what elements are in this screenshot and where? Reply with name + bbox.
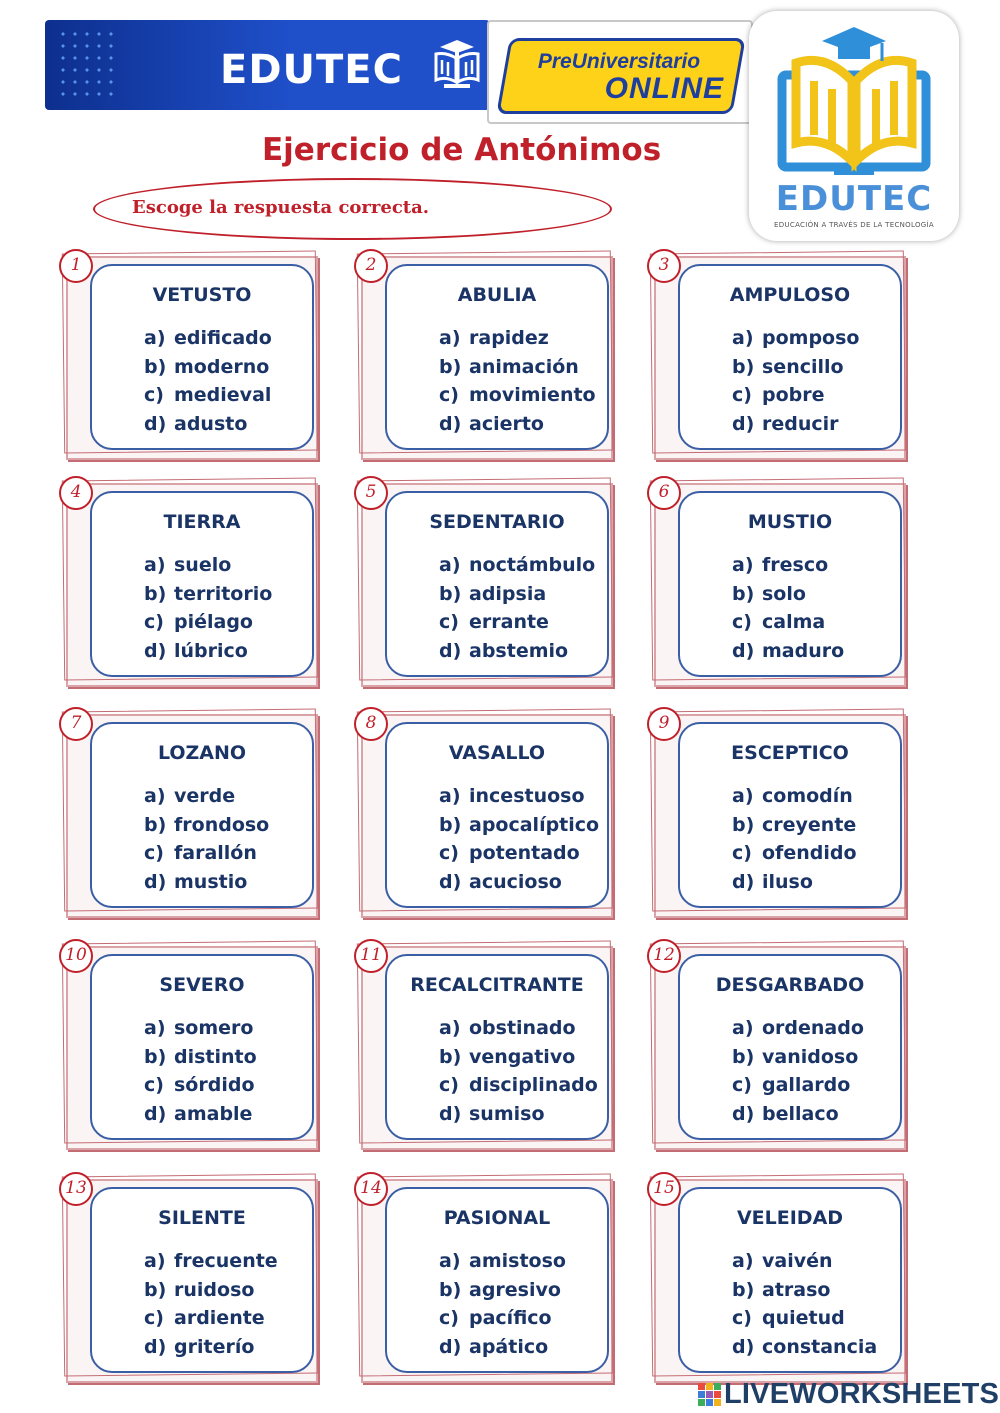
option-text: obstinado — [469, 1017, 576, 1039]
option-letter: c) — [732, 1074, 752, 1096]
card-body — [678, 491, 902, 677]
options-list — [439, 782, 599, 896]
question-number-badge: 9 — [647, 707, 681, 741]
question-card — [650, 1173, 905, 1381]
answer-option[interactable] — [439, 811, 599, 840]
option-text: apático — [469, 1335, 549, 1358]
option-text: edificado — [174, 327, 272, 349]
option-text: medieval — [174, 384, 272, 406]
option-letter: d) — [144, 1335, 167, 1358]
answer-option[interactable] — [144, 1333, 278, 1362]
option-text: somero — [174, 1017, 254, 1039]
option-text: frecuente — [174, 1250, 278, 1272]
option-letter: b) — [732, 582, 755, 605]
answer-option[interactable] — [144, 868, 269, 897]
answer-option[interactable] — [732, 353, 859, 382]
card-body — [90, 954, 314, 1140]
option-letter: a) — [732, 785, 754, 807]
option-text: ardiente — [174, 1307, 265, 1329]
option-letter: a) — [732, 327, 754, 349]
answer-option[interactable] — [439, 381, 596, 410]
card-body — [90, 491, 314, 677]
option-text: sórdido — [174, 1074, 255, 1096]
option-letter: a) — [144, 554, 166, 576]
answer-option[interactable] — [439, 1071, 598, 1100]
options-list — [439, 1014, 598, 1128]
option-letter: b) — [439, 355, 462, 378]
answer-option[interactable] — [144, 410, 272, 439]
answer-option[interactable] — [732, 1043, 864, 1072]
option-text: errante — [469, 611, 549, 633]
option-text: distinto — [174, 1045, 257, 1068]
option-letter: d) — [732, 639, 755, 662]
option-text: pomposo — [762, 327, 860, 349]
answer-option[interactable] — [732, 381, 859, 410]
option-text: ruidoso — [174, 1278, 255, 1301]
option-text: piélago — [174, 611, 253, 633]
option-letter: c) — [439, 1307, 459, 1329]
brand-name: EDUTEC — [220, 47, 403, 93]
card-body — [678, 722, 902, 908]
option-text: disciplinado — [469, 1074, 598, 1096]
answer-option[interactable] — [732, 410, 859, 439]
question-word: RECALCITRANTE — [410, 974, 584, 996]
answer-option[interactable] — [732, 1276, 877, 1305]
option-text: mustio — [174, 870, 248, 893]
question-number-badge: 13 — [59, 1172, 93, 1206]
options-list — [439, 324, 596, 438]
answer-option[interactable] — [732, 811, 857, 840]
question-number-badge: 2 — [354, 249, 388, 283]
option-letter: d) — [732, 1335, 755, 1358]
answer-option[interactable] — [439, 1276, 566, 1305]
options-list — [732, 1014, 864, 1128]
options-list — [732, 324, 859, 438]
option-text: pacífico — [469, 1307, 552, 1329]
option-text: adusto — [174, 412, 248, 435]
answer-option[interactable] — [439, 637, 595, 666]
option-text: maduro — [762, 639, 845, 662]
option-letter: a) — [144, 1017, 166, 1039]
card-body — [90, 722, 314, 908]
answer-option[interactable] — [732, 1333, 877, 1362]
option-letter: c) — [732, 611, 752, 633]
answer-option[interactable] — [144, 608, 272, 637]
option-letter: d) — [144, 639, 167, 662]
option-letter: d) — [732, 870, 755, 893]
card-body — [678, 264, 902, 450]
option-letter: b) — [732, 1045, 755, 1068]
question-word: LOZANO — [157, 742, 247, 764]
option-letter: b) — [439, 582, 462, 605]
question-card — [650, 708, 905, 916]
option-letter: b) — [144, 1278, 167, 1301]
answer-option[interactable] — [439, 410, 596, 439]
option-letter: d) — [144, 870, 167, 893]
option-text: gallardo — [762, 1074, 851, 1096]
option-letter: d) — [439, 639, 462, 662]
question-number-badge: 8 — [354, 707, 388, 741]
option-letter: c) — [144, 842, 164, 864]
option-letter: a) — [144, 785, 166, 807]
question-word: DESGARBADO — [715, 974, 865, 996]
options-list — [144, 1014, 257, 1128]
option-letter: d) — [732, 412, 755, 435]
answer-option[interactable] — [732, 324, 859, 353]
answer-option[interactable] — [732, 868, 857, 897]
answer-option[interactable] — [439, 580, 595, 609]
question-number-badge: 1 — [59, 249, 93, 283]
option-letter: d) — [732, 1102, 755, 1125]
options-list — [732, 1247, 877, 1361]
option-text: territorio — [174, 582, 273, 605]
answer-option[interactable] — [144, 580, 272, 609]
option-letter: c) — [439, 611, 459, 633]
answer-option[interactable] — [144, 637, 272, 666]
card-body — [385, 264, 609, 450]
option-text: acucioso — [469, 870, 562, 893]
answer-option[interactable] — [732, 551, 844, 580]
option-letter: b) — [144, 1045, 167, 1068]
question-number-badge: 3 — [647, 249, 681, 283]
question-word: SEVERO — [159, 974, 245, 996]
option-text: griterío — [174, 1335, 255, 1358]
answer-option[interactable] — [144, 1247, 278, 1276]
option-letter: b) — [732, 355, 755, 378]
card-body — [90, 1187, 314, 1373]
question-card — [62, 1173, 317, 1381]
option-letter: d) — [439, 870, 462, 893]
option-letter: a) — [439, 785, 461, 807]
option-letter: d) — [439, 1102, 462, 1125]
option-text: apocalíptico — [469, 813, 600, 836]
option-text: creyente — [762, 813, 857, 836]
option-text: frondoso — [174, 813, 270, 836]
question-card — [62, 708, 317, 916]
option-text: ordenado — [762, 1017, 864, 1039]
question-card — [62, 250, 317, 458]
answer-option[interactable] — [439, 868, 599, 897]
option-letter: c) — [144, 1307, 164, 1329]
answer-option[interactable] — [144, 381, 272, 410]
question-number-badge: 11 — [354, 939, 388, 973]
option-letter: d) — [439, 412, 462, 435]
option-letter: c) — [144, 611, 164, 633]
answer-option[interactable] — [144, 324, 272, 353]
answer-option[interactable] — [144, 551, 272, 580]
question-word: ESCEPTICO — [731, 742, 849, 764]
option-text: atraso — [762, 1278, 831, 1301]
question-word: SILENTE — [158, 1207, 246, 1229]
answer-option[interactable] — [144, 1276, 278, 1305]
option-text: amable — [174, 1102, 253, 1125]
option-text: comodín — [762, 785, 853, 807]
question-card — [357, 250, 612, 458]
option-letter: b) — [732, 813, 755, 836]
answer-option[interactable] — [732, 1014, 864, 1043]
question-card — [62, 940, 317, 1148]
option-text: iluso — [762, 870, 813, 893]
answer-option[interactable] — [732, 1100, 864, 1129]
liveworksheets-icon — [698, 1383, 722, 1407]
question-number-badge: 15 — [647, 1172, 681, 1206]
question-card — [650, 477, 905, 685]
badge-line2: ONLINE — [604, 72, 724, 105]
option-text: farallón — [174, 842, 257, 864]
answer-option[interactable] — [732, 1071, 864, 1100]
card-body — [385, 722, 609, 908]
option-letter: c) — [439, 842, 459, 864]
options-list — [732, 782, 857, 896]
option-letter: a) — [439, 327, 461, 349]
question-word: ABULIA — [457, 284, 537, 306]
card-body — [385, 491, 609, 677]
option-letter: a) — [732, 1250, 754, 1272]
options-list — [144, 551, 272, 665]
options-list — [144, 782, 269, 896]
question-number-badge: 10 — [59, 939, 93, 973]
option-letter: b) — [144, 582, 167, 605]
options-list — [439, 1247, 566, 1361]
answer-option[interactable] — [732, 1304, 877, 1333]
card-body — [90, 264, 314, 450]
option-text: incestuoso — [469, 785, 585, 807]
answer-option[interactable] — [439, 839, 599, 868]
badge-line1: PreUniversitario — [537, 50, 701, 73]
card-body — [385, 954, 609, 1140]
logo-wordmark: EDUTEC — [775, 179, 933, 219]
question-word: PASIONAL — [443, 1207, 551, 1229]
option-letter: b) — [439, 1278, 462, 1301]
answer-option[interactable] — [439, 1043, 598, 1072]
option-letter: c) — [439, 1074, 459, 1096]
option-text: bellaco — [762, 1102, 839, 1125]
edutec-banner — [45, 20, 490, 110]
option-text: suelo — [174, 554, 232, 576]
question-card — [357, 940, 612, 1148]
question-number-badge: 12 — [647, 939, 681, 973]
question-card — [357, 708, 612, 916]
answer-option[interactable] — [144, 1100, 257, 1129]
answer-option[interactable] — [732, 608, 844, 637]
answer-option[interactable] — [144, 353, 272, 382]
edutec-logo-card — [749, 11, 959, 241]
option-letter: a) — [732, 1017, 754, 1039]
edutec-book-icon — [430, 38, 484, 92]
answer-option[interactable] — [144, 811, 269, 840]
option-letter: c) — [732, 384, 752, 406]
option-letter: b) — [144, 813, 167, 836]
option-text: sumiso — [469, 1102, 545, 1125]
option-text: solo — [762, 582, 806, 605]
question-number-badge: 14 — [354, 1172, 388, 1206]
answer-option[interactable] — [439, 353, 596, 382]
answer-option[interactable] — [439, 1014, 598, 1043]
option-text: calma — [762, 611, 826, 633]
answer-option[interactable] — [144, 1043, 257, 1072]
option-text: agresivo — [469, 1278, 561, 1301]
answer-option[interactable] — [144, 1304, 278, 1333]
option-text: adipsia — [469, 582, 547, 605]
options-list — [439, 551, 595, 665]
question-card — [650, 940, 905, 1148]
option-text: fresco — [762, 554, 829, 576]
page-title: Ejercicio de Antónimos — [262, 132, 662, 168]
option-text: vengativo — [469, 1045, 576, 1068]
option-text: potentado — [469, 842, 580, 864]
option-letter: a) — [144, 1250, 166, 1272]
answer-option[interactable] — [439, 551, 595, 580]
options-list — [732, 551, 844, 665]
watermark-text: LIVEWORKSHEETS — [724, 1378, 1000, 1410]
question-number-badge: 4 — [59, 476, 93, 510]
option-text: ofendido — [762, 842, 857, 864]
option-letter: a) — [439, 1017, 461, 1039]
instruction-text: Escoge la respuesta correcta. — [132, 197, 430, 218]
option-text: noctámbulo — [469, 554, 596, 576]
option-letter: d) — [144, 1102, 167, 1125]
option-text: acierto — [469, 412, 544, 435]
answer-option[interactable] — [144, 1071, 257, 1100]
option-letter: c) — [144, 1074, 164, 1096]
option-text: quietud — [762, 1307, 845, 1329]
question-word: VELEIDAD — [736, 1207, 844, 1229]
question-card — [357, 1173, 612, 1381]
answer-option[interactable] — [732, 637, 844, 666]
option-letter: b) — [439, 1045, 462, 1068]
question-word: SEDENTARIO — [429, 511, 565, 533]
option-letter: c) — [732, 842, 752, 864]
answer-option[interactable] — [439, 1333, 566, 1362]
option-text: constancia — [762, 1335, 878, 1358]
answer-option[interactable] — [144, 839, 269, 868]
option-letter: d) — [144, 412, 167, 435]
option-text: moderno — [174, 355, 270, 378]
question-number-badge: 7 — [59, 707, 93, 741]
option-letter: a) — [732, 554, 754, 576]
option-text: reducir — [762, 412, 839, 435]
option-text: abstemio — [469, 639, 569, 662]
instruction-box — [93, 178, 612, 240]
answer-option[interactable] — [439, 1304, 566, 1333]
question-card — [357, 477, 612, 685]
card-body — [678, 1187, 902, 1373]
option-letter: b) — [144, 355, 167, 378]
answer-option[interactable] — [732, 1247, 877, 1276]
answer-option[interactable] — [144, 1014, 257, 1043]
question-number-badge: 6 — [647, 476, 681, 510]
card-body — [385, 1187, 609, 1373]
option-letter: c) — [732, 1307, 752, 1329]
answer-option[interactable] — [732, 580, 844, 609]
option-text: movimiento — [469, 384, 596, 406]
option-letter: c) — [144, 384, 164, 406]
option-text: sencillo — [762, 355, 844, 378]
answer-option[interactable] — [144, 782, 269, 811]
option-text: pobre — [762, 384, 825, 406]
logo-tagline: EDUCACIÓN A TRAVÉS DE LA TECNOLOGÍA — [774, 221, 934, 229]
preuniversitario-badge — [487, 20, 753, 124]
question-word: MUSTIO — [747, 511, 833, 533]
option-letter: b) — [439, 813, 462, 836]
question-card — [650, 250, 905, 458]
question-card — [62, 477, 317, 685]
question-word: VASALLO — [448, 742, 546, 764]
dot-pattern — [57, 28, 117, 102]
option-text: vaivén — [762, 1250, 833, 1272]
option-text: vanidoso — [762, 1045, 859, 1068]
answer-option[interactable] — [732, 839, 857, 868]
question-word: AMPULOSO — [729, 284, 851, 306]
question-word: VETUSTO — [152, 284, 252, 306]
option-letter: a) — [439, 554, 461, 576]
question-word: TIERRA — [163, 511, 241, 533]
option-text: lúbrico — [174, 639, 248, 662]
option-letter: a) — [144, 327, 166, 349]
edutec-logo-icon — [774, 23, 934, 178]
option-letter: b) — [732, 1278, 755, 1301]
answer-option[interactable] — [439, 782, 599, 811]
answer-option[interactable] — [439, 1100, 598, 1129]
answer-option[interactable] — [439, 1247, 566, 1276]
options-list — [144, 1247, 278, 1361]
answer-option[interactable] — [439, 608, 595, 637]
option-text: animación — [469, 355, 579, 378]
option-letter: d) — [439, 1335, 462, 1358]
answer-option[interactable] — [732, 782, 857, 811]
option-letter: a) — [439, 1250, 461, 1272]
option-text: amistoso — [469, 1250, 566, 1272]
option-letter: c) — [439, 384, 459, 406]
question-number-badge: 5 — [354, 476, 388, 510]
answer-option[interactable] — [439, 324, 596, 353]
options-list — [144, 324, 272, 438]
option-text: rapidez — [469, 327, 549, 349]
card-body — [678, 954, 902, 1140]
option-text: verde — [174, 785, 236, 807]
